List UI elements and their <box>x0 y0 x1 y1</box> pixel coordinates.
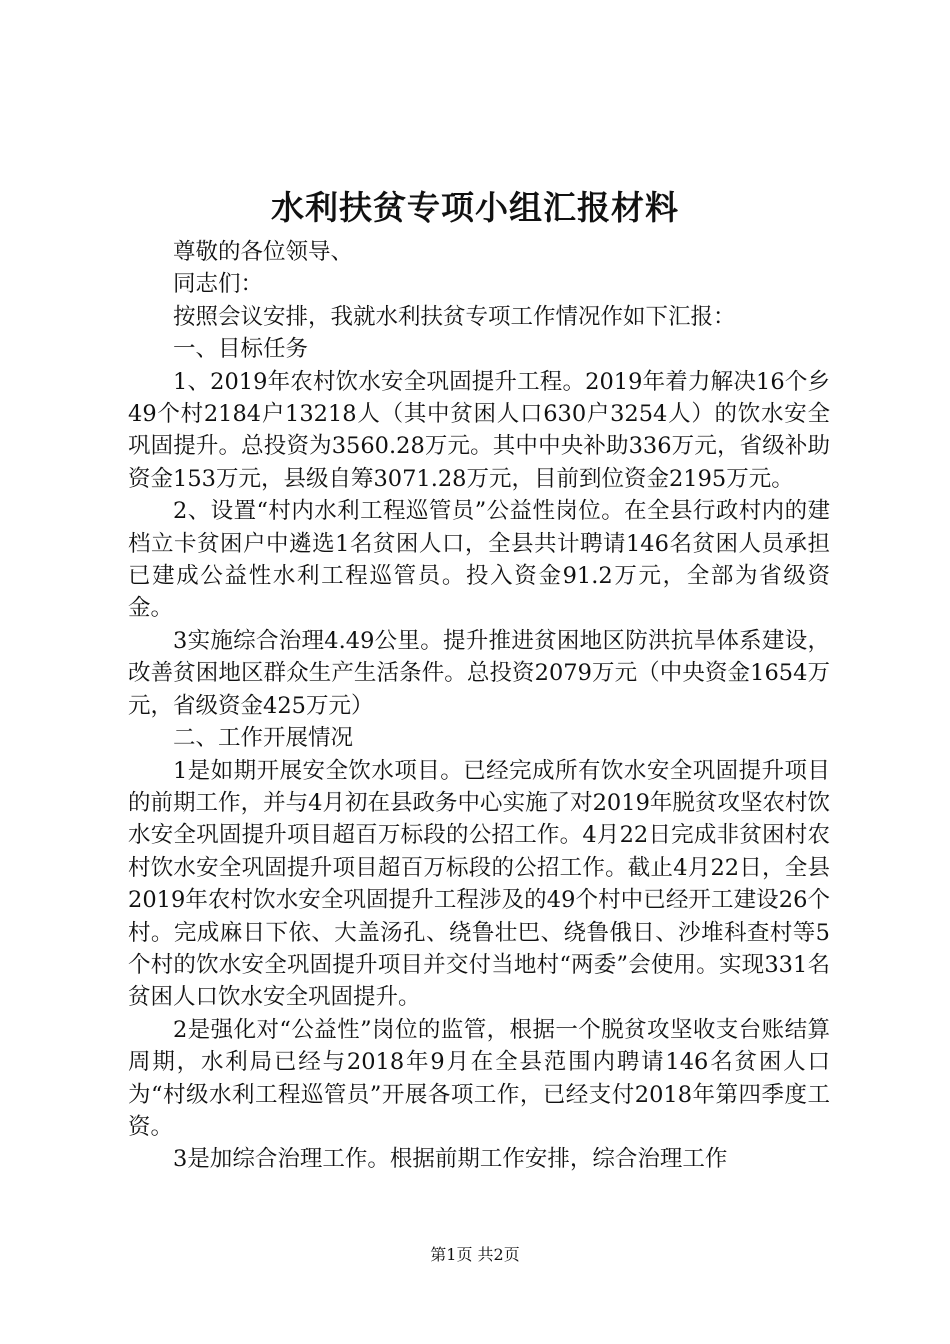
page-footer: 第1页 共2页 <box>430 1245 520 1264</box>
paragraph-target-3: 3实施综合治理4.49公里。提升推进贫困地区防洪抗旱体系建设，改善贫困地区群众生产生活条件。总投资2079万元（中央资金1654万元，省级资金425万元） <box>128 627 830 719</box>
paragraph-salutation-2: 同志们： <box>173 271 264 298</box>
paragraph-target-1: 1、2019年农村饮水安全巩固提升工程。2019年着力解决16个乡49个村2184户13218人（其中贫困人口630户3254人）的饮水安全巩固提升。总投资为3560.28万元。其中中央补助336万元，省级补助资金153万元，县级自筹3071.28万元，目前到位资金2195万元。 <box>128 368 830 492</box>
paragraph-progress-1: 1是如期开展安全饮水项目。已经完成所有饮水安全巩固提升项目的前期工作，并与4月初在县政务中心实施了对2019年脱贫攻坚农村饮水安全巩固提升项目超百万标段的公招工作。4月22日完成非贫困村农村饮水安全巩固提升项目超百万标段的公招工作。截止4月22日，全县2019年农村饮水安全巩固提升工程涉及的49个村中已经开工建设26个村。完成麻日下依、大盖汤孔、绕鲁壮巴、绕鲁俄日、沙堆科查村等5个村的饮水安全巩固提升项目并交付当地村“两委”会使用。实现331名贫困人口饮水安全巩固提升。 <box>128 757 830 1011</box>
section-heading-progress: 二、工作开展情况 <box>173 725 354 752</box>
paragraph-target-2: 2、设置“村内水利工程巡管员”公益性岗位。在全县行政村内的建档立卡贫困户中遴选1名贫困人口，全县共计聘请146名贫困人员承担已建成公益性水利工程巡管员。投入资金91.2万元，全部为省级资金。 <box>128 498 830 622</box>
section-heading-targets: 一、目标任务 <box>173 336 309 363</box>
paragraph-progress-3: 3是加综合治理工作。根据前期工作安排，综合治理工作 <box>173 1146 728 1173</box>
document-title: 水利扶贫专项小组汇报材料 <box>271 188 679 227</box>
paragraph-salutation-1: 尊敬的各位领导、 <box>173 239 354 265</box>
paragraph-intro: 按照会议安排，我就水利扶贫专项工作情况作如下汇报： <box>173 303 736 330</box>
paragraph-progress-2: 2是强化对“公益性”岗位的监管，根据一个脱贫攻坚收支台账结算周期，水利局已经与2018年9月在全县范围内聘请146名贫困人口为“村级水利工程巡管员”开展各项工作，已经支付2018年第四季度工资。 <box>128 1016 830 1140</box>
document-body <box>128 236 830 1176</box>
